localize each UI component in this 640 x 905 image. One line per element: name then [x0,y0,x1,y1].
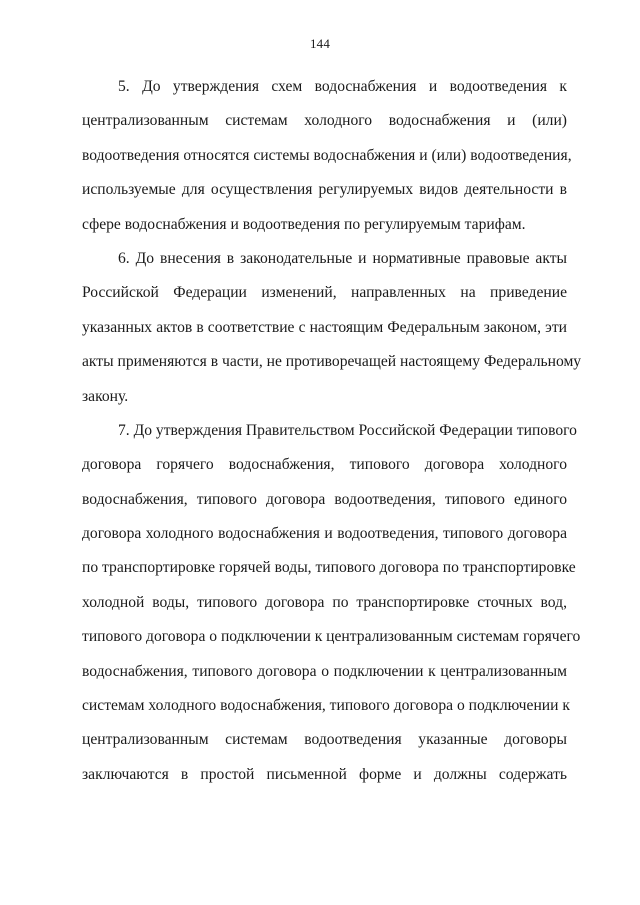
text-line: 7. До утверждения Правительством Российской Федерации типового [118,421,577,439]
text-line: 5. До утверждения схем водоснабжения и водоотведения к [118,78,567,95]
text-line: водоснабжения, типового договора о подключении к централизованным [82,662,567,680]
text-line: холодной воды, типового договора по транспортировке сточных вод, [82,593,567,611]
document-body [82,70,582,792]
text-line: централизованным системам водоотведения указанные договоры [82,731,567,749]
text-line: Российской Федерации изменений, направленных на приведение [82,284,567,302]
text-line: указанных актов в соответствие с настоящим Федеральным законом, эти [82,318,567,336]
paragraph-6 [82,242,582,414]
text-line: акты применяются в части, не противоречащей настоящему Федеральному [82,353,582,371]
paragraph-5 [82,70,572,242]
text-line: используемые для осуществления регулируемых видов деятельности в [82,181,567,199]
text-line: типового договора о подключении к централизованным системам горячего [82,628,581,646]
paragraph-7 [82,414,581,792]
text-line: системам холодного водоснабжения, типового договора о подключении к [82,697,570,715]
text-line: 6. До внесения в законодательные и нормативные правовые акты [118,249,567,267]
text-line: водоотведения относятся системы водоснабжения и (или) водоотведения, [82,146,572,164]
text-line: сфере водоснабжения и водоотведения по регулируемым тарифам. [82,215,526,233]
text-line: закону. [82,387,129,405]
text-line: договора горячего водоснабжения, типового договора холодного [82,456,567,474]
text-line: водоснабжения, типового договора водоотведения, типового единого [82,490,567,508]
text-line: централизованным системам холодного водоснабжения и (или) [82,112,567,130]
text-line: договора холодного водоснабжения и водоотведения, типового договора [82,525,567,543]
text-line: заключаются в простой письменной форме и должны содержать [82,765,567,783]
page-number: 144 [309,36,331,51]
text-line: по транспортировке горячей воды, типового договора по транспортировке [82,559,576,577]
